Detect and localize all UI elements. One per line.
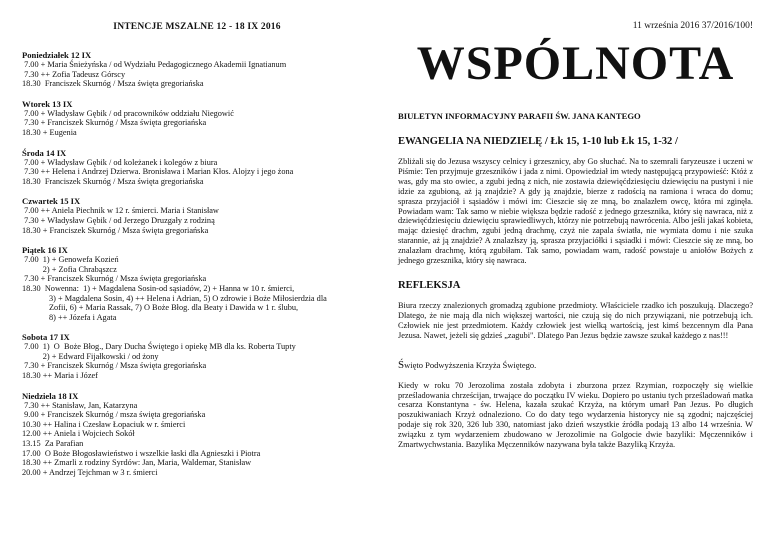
intention-entry: 7.30 ++ Stanisław, Jan, Katarzyna (22, 400, 138, 410)
reflection-text: Biura rzeczy znalezionych gromadzą zgubione przedmioty. Właściciele rzadko ich poszukują. Dlaczego? Dlatego, że nie mają dla nich większej wartości, nie czują się do nich przywiązani, nie potrzebują ich. Człowiek nie jest przedmiotem. Każdy człowiek jest wielką wartością, jest kimś bezcennym dla Pana Jezusa. Nawet, jeżeli się gdzieś „zagubi". Dlatego Pan Jezus będzie zawsze szukał każdego z nas!!! (398, 300, 753, 340)
intention-entry: 13.15 Za Parafian (22, 439, 84, 449)
intention-entry: 7.30 + Władysław Gębik / od Jerzego Druzgały z rodziną (22, 215, 215, 225)
intention-entry: 18.30 + Eugenia (22, 127, 77, 137)
intention-day (22, 50, 372, 89)
day-heading: Sobota 17 IX (22, 332, 70, 343)
intention-entry: 3) + Magdalena Sosin, 4) ++ Helena i Adrian, 5) O zdrowie i Boże Miłosierdzia dla (22, 293, 327, 303)
intention-entry: 7.30 ++ Helena i Andrzej Dzierwa. Bronisława i Marian Kłos. Alojzy i jego żona (22, 167, 294, 177)
bulletin-subtitle: BIULETYN INFORMACYJNY PARAFII ŚW. JANA KANTEGO (398, 111, 641, 121)
day-heading: Niedziela 18 IX (22, 390, 79, 401)
intention-entry: 7.30 + Franciszek Skurnóg / Msza święta gregoriańska (22, 118, 207, 128)
feast-initial: Ś (398, 358, 405, 371)
intention-entry: 12.00 ++ Aniela i Wojciech Sokół (22, 429, 135, 439)
bulletin-column (398, 22, 753, 450)
intention-day (22, 99, 372, 138)
intention-day (22, 245, 372, 322)
intention-entry: 7.00 ++ Aniela Piechnik w 12 r. śmierci. Maria i Stanisław (22, 206, 219, 216)
intention-entry: 20.00 + Andrzej Tejchman w 3 r. śmierci (22, 467, 158, 477)
reflection-heading: REFLEKSJA (398, 279, 461, 291)
intention-entry: 9.00 + Franciszek Skurnóg / msza święta gregoriańska (22, 410, 206, 420)
intention-day (22, 148, 372, 187)
day-heading: Czwartek 15 IX (22, 196, 81, 207)
intention-entry: 2) + Edward Fijałkowski / od żony (22, 351, 159, 361)
intentions-list (22, 50, 372, 477)
intention-entry: 7.00 1) + Genowefa Kozień (22, 255, 119, 265)
day-heading: Wtorek 13 IX (22, 98, 73, 109)
intention-entry: 18.30 ++ Zmarli z rodziny Syrdów: Jan, Maria, Waldemar, Stanisław (22, 458, 252, 468)
intentions-title: INTENCJE MSZALNE 12 - 18 IX 2016 (113, 22, 281, 32)
intention-entry: Zofii, 6) + Maria Rassak, 7) O Boże Błog. dla Beaty i Dawida w 1 r. ślubu, (22, 303, 299, 313)
feast-heading (398, 359, 753, 371)
gospel-heading: EWANGELIA NA NIEDZIELĘ / Łk 15, 1-10 lub Łk 15, 1-32 / (398, 136, 678, 147)
intention-entry: 7.00 + Maria Śnieżyńska / od Wydziału Pedagogicznego Akademii Ignatianum (22, 60, 287, 69)
masthead: WSPÓLNOTA (416, 37, 735, 90)
intention-day (22, 391, 372, 478)
gospel-text: Zbliżali się do Jezusa wszyscy celnicy i grzesznicy, aby Go słuchać. Na to szemrali faryzeusze i uczeni w Piśmie: Ten przyjmuje grzeszników i jada z nimi. Opowiedział im wtedy następującą przypowieść: Któż z was, gdy ma sto owiec, a zgubi jedną z nich, nie zostawia dziewięćdziesięciu dziewięciu na pustyni i nie idzie za zgubioną, aż ją znajdzie? A gdy ją znajdzie, bierze z radością na ramiona i wraca do domu; sprasza przyjaciół i sąsiadów i mówi im: Cieszcie się ze mną, bo znalazłem owcę, która mi zginęła. Powiadam wam: Tak samo w niebie większa będzie radość z jednego grzesznika, który się nawraca, niż z dziewięćdziesięciu dziewięciu sprawiedliwych, którzy nie potrzebują nawrócenia. Albo jeśli jakaś kobieta, mając dziesięć drachm, zgubi jedną drachmę, czyż nie zapala światła, nie wymiata domu i nie szuka starannie, aż ją znajdzie? A znalazłszy ją, sprasza przyjaciółki i sąsiadki i mówi: Cieszcie się ze mną, bo znalazłam drachmę, którą zgubiłam. Tak samo, powiadam wam, radość powstaje u aniołów Bożych z jednego grzesznika, który się nawraca. (398, 157, 753, 266)
intention-entry: 17.00 O Boże Błogosławieństwo i wszelkie łaski dla Agnieszki i Piotra (22, 448, 261, 458)
intention-entry: 7.30 + Franciszek Skurnóg / Msza święta gregoriańska (22, 361, 207, 371)
intention-entry: 10.30 ++ Halina i Czesław Łopaciuk w r. śmierci (22, 419, 186, 429)
intention-entry: 7.30 ++ Zofia Tadeusz Górscy (22, 69, 126, 79)
intention-entry: 7.00 + Władysław Gębik / od pracowników oddziału Niegowić (22, 108, 234, 118)
intention-entry: 18.30 + Franciszek Skurnóg / Msza święta gregoriańska (22, 225, 209, 235)
intention-entry: 18.30 ++ Maria i Józef (22, 371, 98, 381)
feast-title: więto Podwyższenia Krzyża Świętego. (404, 359, 537, 370)
intention-entry: 8) ++ Józefa i Agata (22, 312, 117, 322)
issue-date: 11 września 2016 37/2016/100! (632, 21, 753, 31)
intention-entry: 18.30 Franciszek Skurnóg / Msza święta gregoriańska (22, 79, 204, 89)
intention-day (22, 332, 372, 380)
day-heading: Środa 14 IX (22, 147, 67, 158)
intentions-column (22, 22, 372, 487)
intention-day (22, 196, 372, 235)
day-heading: Piątek 16 IX (22, 245, 68, 256)
intention-entry: 7.00 + Władysław Gębik / od koleżanek i kolegów z biura (22, 157, 218, 167)
intention-entry: 2) + Zofia Chrabąszcz (22, 264, 117, 274)
day-heading: Poniedziałek 12 IX (22, 50, 92, 60)
intention-entry: 7.30 + Franciszek Skurnóg / Msza święta gregoriańska (22, 274, 207, 284)
intention-entry: 7.00 1) O Boże Błog., Dary Ducha Świętego i opiekę MB dla ks. Roberta Tupty (22, 342, 296, 352)
feast-history-text: Kiedy w roku 70 Jerozolima została zdobyta i zburzona przez Rzymian, rozpoczęły się wielkie prześladowania chrześcijan, trwające do początku IV wieku. Dopiero po ustaniu tych prześladowań matka cesarza Konstantyna - św. Helena, kazała szukać Krzyża, na którym umarł Pan Jezus. Po długich poszukiwaniach Krzyż odnaleziono. Co do daty tego wydarzenia historycy nie są zgodni; najczęściej podaje się rok 320, 326 lub 330, natomiast jako dzień wszystkie źródła podają 13 albo 14 września. W związku z tym wydarzeniem zbudowano w Jerozolimie na Golgocie dwie bazyliki: Męczenników i Zmartwychwstania. Bazylika Męczenników nazywana była także Bazyliką Krzyża. (398, 380, 753, 450)
intention-entry: 18.30 Nowenna: 1) + Magdalena Sosin-od sąsiadów, 2) + Hanna w 10 r. śmierci, (22, 283, 295, 293)
intention-entry: 18.30 Franciszek Skurnóg / Msza święta gregoriańska (22, 176, 204, 186)
